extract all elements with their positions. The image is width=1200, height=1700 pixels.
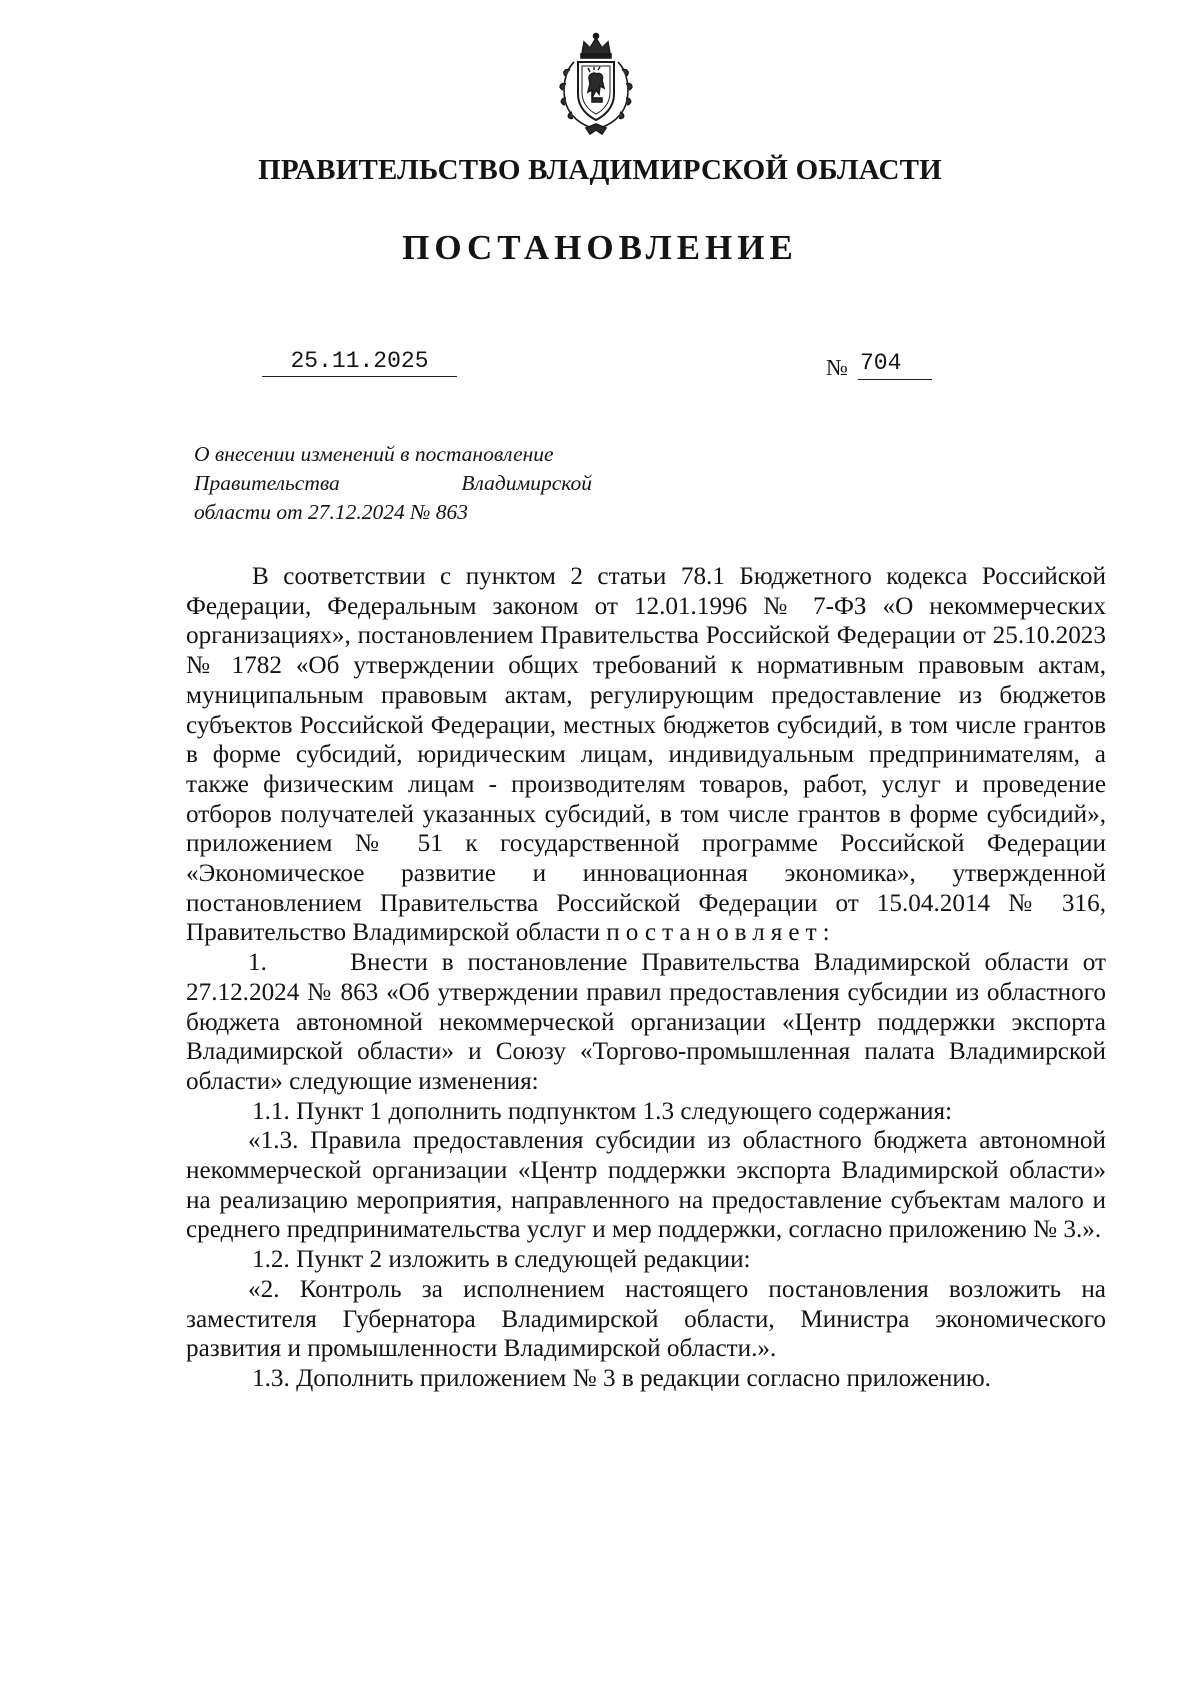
subject-line-1: О внесении изменений в постановление	[194, 442, 554, 466]
item-1-2-text: «2. Контроль за исполнением настоящего постановления возложить на заместителя Губернатора Владимирской области, Министра экономического развития и промышленности Владимирской области.».	[186, 1275, 1106, 1363]
government-title: ПРАВИТЕЛЬСТВО ВЛАДИМИРСКОЙ ОБЛАСТИ	[258, 154, 942, 186]
subject-line-3: области от 27.12.2024 № 863	[194, 500, 468, 524]
item-1-1-text: «1.3. Правила предоставления субсидии из областного бюджета автономной некоммерческой организации «Центр поддержки экспорта Владимирской области» на реализацию мероприятия, направленного на предоставление субъектам малого и среднего предпринимательства услуг и мер поддержки, согласно приложению № 3.».	[186, 1127, 1106, 1244]
item-1: 1. Внести в постановление Правительства Владимирской области от 27.12.2024 № 863 «Об утверждении правил предоставления субсидии из областного бюджета автономной некоммерческой организации «Центр поддержки экспорта Владимирской области» и Союзу «Торгово-промышленная палата Владимирской области» следующие изменения:	[186, 949, 1113, 1095]
coat-of-arms-icon	[552, 32, 640, 136]
document-date: 25.11.2025	[262, 348, 457, 377]
item-1-3: 1.3. Дополнить приложением № 3 в редакции согласно приложению.	[252, 1364, 991, 1392]
number-label: №	[826, 355, 848, 380]
document-number: 704	[858, 350, 932, 380]
document-body	[186, 562, 1113, 1394]
preamble-text: В соответствии с пунктом 2 статьи 78.1 Бюджетного кодекса Российской Федерации, Федеральным законом от 12.01.1996 № 7-ФЗ «О некоммерческих организациях», постановлением Правительства Российской Федерации от 25.10.2023 № 1782 «Об утверждении общих требований к нормативным правовым актам, муниципальным правовым актам, регулирующим предоставление из бюджетов субъектов Российской Федерации, местных бюджетов субсидий, в том числе грантов в форме субсидий, юридическим лицам, индивидуальным предпринимателям, а также физическим лицам - производителям товаров, работ, услуг и проведение отборов получателей указанных субсидий, в том числе грантов в форме субсидий», приложением № 51 к государственной программе Российской Федерации «Экономическое развитие и инновационная экономика», утвержденной постановлением Правительства Российской Федерации от 15.04.2014 № 316, Правительство Владимирской области	[186, 563, 1106, 947]
document-type: ПОСТАНОВЛЕНИЕ	[402, 228, 798, 267]
subject-line-2-end: Владимирской	[461, 471, 592, 495]
document-subject	[194, 440, 592, 527]
preamble-paragraph	[186, 562, 1106, 948]
subject-line-2	[194, 469, 592, 498]
item-1-2: 1.2. Пункт 2 изложить в следующей редакции:	[252, 1246, 751, 1274]
subject-line-2-start: Правительства	[194, 471, 340, 495]
preamble-resolves: постановляет:	[606, 919, 836, 947]
item-1-1: 1.1. Пункт 1 дополнить подпунктом 1.3 следующего содержания:	[252, 1097, 953, 1125]
